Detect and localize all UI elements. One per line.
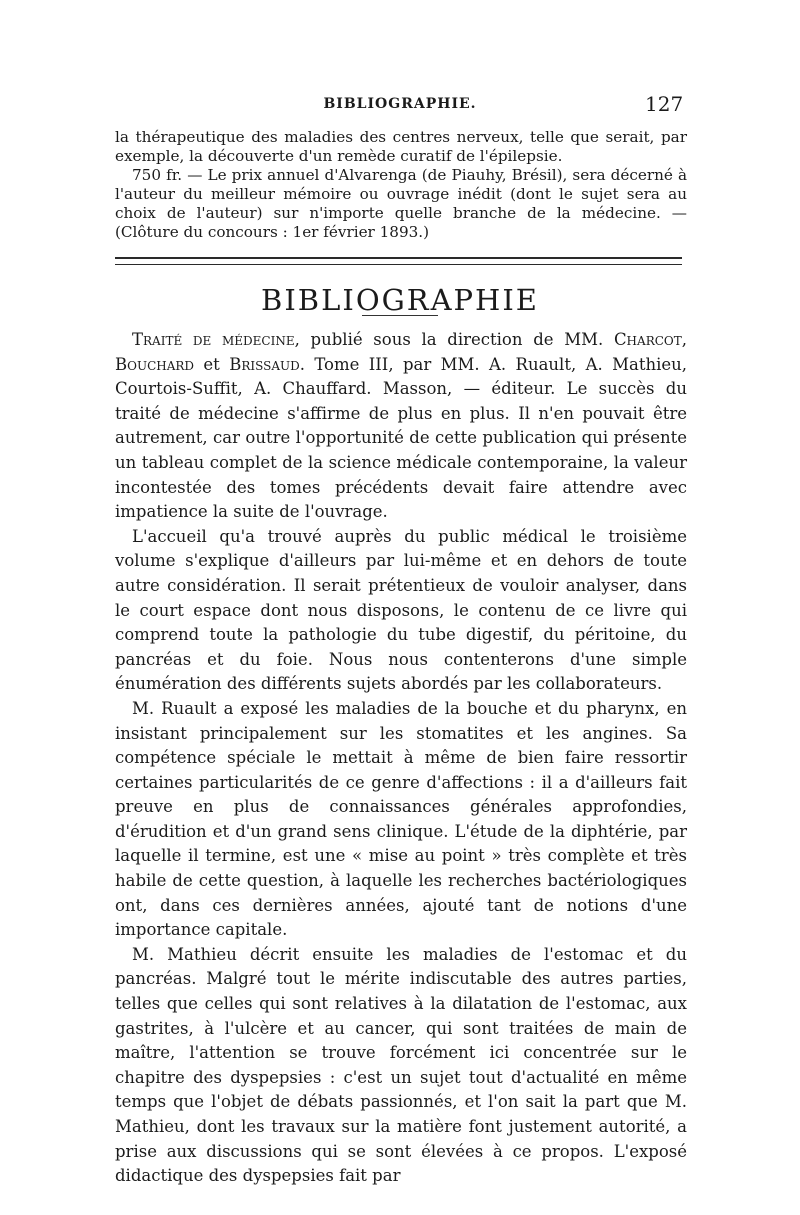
page-number: 127	[645, 92, 684, 116]
author-brissaud: Brissaud.	[229, 354, 305, 374]
book-title: Traité de médecine,	[132, 330, 300, 349]
review-text: publié sous la direction de MM.	[299, 330, 614, 349]
section-title: BIBLIOGRAPHIE	[261, 283, 539, 317]
review-paragraph-4: M. Mathieu décrit ensuite les maladies de l'estomac et du pancréas. Malgré tout le mérite indiscutable des autres parties, telles que celles qui sont relatives à la dilatation de l'estomac, aux gastrites, à l'ulcère et au cancer, qui sont traitées de main de maître, l'attention se trouve forcément ici concentrée sur le chapitre des dyspepsies : c'est un sujet tout d'actualité en même temps que l'objet de débats passionnés, et l'on sait la part que M. Mathieu, dont les travaux sur la matière font justement autorité, a prise aux discussions qui se sont élevées à ce propos. L'exposé didactique des dyspepsies fait par	[115, 944, 687, 1186]
paragraph-epilepsy: la thérapeutique des maladies des centres nerveux, telle que serait, par exemple, la découverte d'un remède curatif de l'épilepsie.	[115, 128, 687, 165]
review-text: et	[194, 354, 230, 374]
paragraph-alvarenga-prize	[115, 166, 687, 242]
running-header	[0, 92, 800, 118]
prize-amount: 750 fr. —	[132, 166, 208, 184]
running-title: BIBLIOGRAPHIE.	[323, 96, 477, 112]
review-paragraph-1	[115, 328, 687, 525]
author-charcot: Charcot,	[613, 330, 687, 349]
section-divider-top	[115, 257, 682, 259]
previous-section-text	[115, 128, 687, 242]
review-text: Tome III, par MM. A. Ruault, A. Mathieu, Courtois-Suffit, A. Chauffard. Masson, — éditeur. Le succès du traité de médecine s'affirme de plus en plus. Il n'en pouvait être autrement, car outre l'opportunité de cette publication qui présente un tableau complet de la science médicale contemporaine, la valeur incontestée des tomes précédents devait faire attendre avec impatience la suite de l'ouvrage.	[115, 354, 687, 522]
author-bouchard: Bouchard	[115, 354, 195, 374]
book-review	[115, 328, 687, 1189]
review-paragraph-3: M. Ruault a exposé les maladies de la bouche et du pharynx, en insistant principalement sur les stomatites et les angines. Sa compétence spéciale le mettait à même de bien faire ressortir certaines particularités de ce genre d'affections : il a d'ailleurs fait preuve en plus de connaissances générales approfondies, d'érudition et d'un grand sens clinique. L'étude de la diphtérie, par laquelle il termine, est une « mise au point » très complète et très habile de cette question, à laquelle les recherches bactériologiques ont, dans ces dernières années, ajouté tant de notions d'une importance capitale.	[115, 698, 687, 940]
prize-description: Le prix annuel d'Alvarenga (de Piauhy, Brésil), sera décerné à l'auteur du meilleur mémoire ou ouvrage inédit (dont le sujet sera au choix de l'auteur) sur n'importe quelle branche de la médecine. — (Clôture du concours : 1er février 1893.)	[115, 166, 687, 241]
review-paragraph-2: L'accueil qu'a trouvé auprès du public médical le troisième volume s'explique d'ailleurs par lui-même et en dehors de toute autre considération. Il serait prétentieux de vouloir analyser, dans le court espace dont nous disposons, le contenu de ce livre qui comprend toute la pathologie du tube digestif, du péritoine, du pancréas et du foie. Nous nous contenterons d'une simple énumération des différents sujets abordés par les collaborateurs.	[115, 526, 687, 694]
section-divider-bottom	[115, 264, 682, 265]
title-underline	[362, 315, 438, 316]
